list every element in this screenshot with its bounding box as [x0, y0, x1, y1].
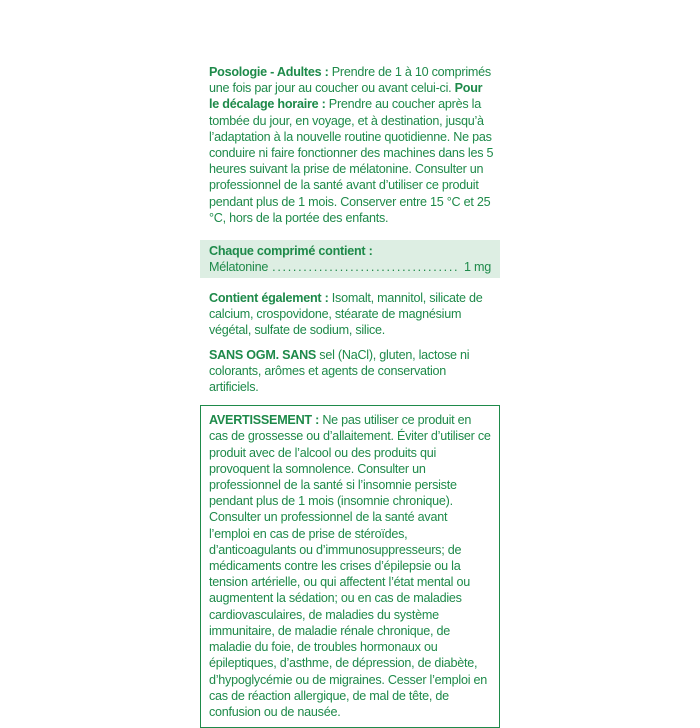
free-from-paragraph — [209, 347, 495, 396]
warning-paragraph — [209, 412, 491, 720]
product-label-panel — [200, 64, 500, 728]
jetlag-heading: Pour le décalage horaire : — [209, 81, 483, 112]
dosage-heading: Posologie - Adultes : — [209, 65, 329, 79]
composition-heading-text: Chaque comprimé contient : — [209, 244, 373, 259]
dosage-text: Prendre de 1 à 10 comprimés une fois par jour au coucher ou avant celui-ci. — [209, 65, 491, 96]
dot-leader — [272, 260, 460, 276]
jetlag-text: Prendre au coucher après la tombée du jour, en voyage, et à destination, jusqu’à l’adaptation à la nouvelle routine quotidienne. Ne pas conduire ni faire fonctionner des machines dans les 5 heures suivant la prise de mélatonine. Consulter un professionnel de la santé avant d’utiliser ce produit pendant plus de 1 mois. Conserver entre 15 °C et 25 °C, hors de la portée des enfants. — [209, 97, 494, 225]
dosage-paragraph — [209, 64, 495, 226]
ingredient-row — [209, 260, 491, 276]
also-contains-heading: Contient également : — [209, 291, 329, 306]
ingredient-amount: 1 mg — [464, 259, 491, 274]
composition-heading — [209, 244, 491, 260]
warning-text: Ne pas utiliser ce produit en cas de grossesse ou d’allaitement. Éviter d’utiliser ce produit avec de l’alcool ou des produits qui provoquent la somnolence. Consulter un professionnel de la santé si l’insomnie persiste pendant plus de 1 mois (insomnie chronique). Consulter un professionnel de la santé avant l’emploi en cas de prise de stéroïdes, d’anticoagulants ou d’immunosuppresseurs; de médicaments contre les crises d’épilepsie ou la tension artérielle, ou qui affectent l’état mental ou augmentent la sédation; ou en cas de maladies cardiovasculaires, de maladies du système immunitaire, de maladie rénale chronique, de maladie du foie, de troubles hormonaux ou épileptiques, d’asthme, de dépression, de diabète, d’hypoglycémie ou de migraines. Cesser l’emploi en cas de réaction allergique, de mal de tête, de confusion ou de nausée. — [209, 413, 491, 719]
warning-box — [200, 405, 500, 728]
composition-box — [200, 240, 500, 278]
warning-heading: AVERTISSEMENT : — [209, 413, 320, 428]
free-from-heading: SANS OGM. SANS — [209, 347, 317, 362]
free-from-text: sel (NaCl), gluten, lactose ni colorants, arômes et agents de conservation artificiels. — [209, 347, 470, 395]
also-contains-text: Isomalt, mannitol, silicate de calcium, crospovidone, stéarate de magnésium végétal, sulfate de sodium, silice. — [209, 291, 483, 338]
ingredient-name: Mélatonine — [209, 259, 269, 274]
also-contains-paragraph — [209, 290, 495, 339]
